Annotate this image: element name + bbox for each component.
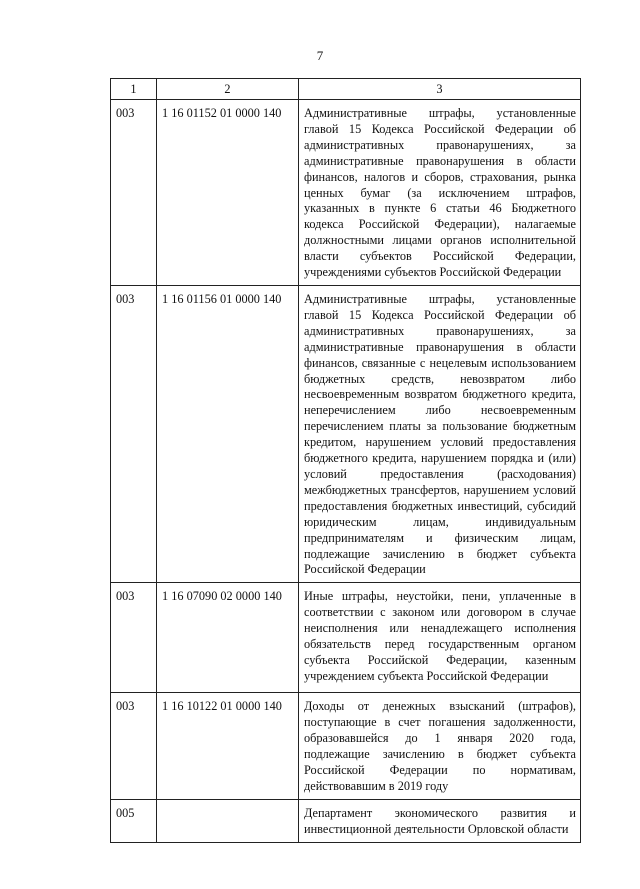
revenue-codes-table <box>110 78 581 843</box>
column-header-1: 1 <box>111 79 157 100</box>
budget-code-cell: 1 16 01156 01 0000 140 <box>157 286 299 583</box>
description-cell: Иные штрафы, неустойки, пени, уплаченные в соответствии с законом или договором в случае неисполнения или ненадлежащего исполнения обязательств перед государственным органом субъекта Российской Федерации, казенным учреждением субъекта Российской Федерации <box>299 583 581 693</box>
description-cell: Департамент экономического развития и инвестиционной деятельности Орловской области <box>299 799 581 842</box>
budget-code-cell: 1 16 07090 02 0000 140 <box>157 583 299 693</box>
budget-code-cell: 1 16 10122 01 0000 140 <box>157 693 299 799</box>
table-row <box>111 799 581 842</box>
admin-code-cell: 003 <box>111 583 157 693</box>
admin-code-cell: 003 <box>111 286 157 583</box>
description-cell: Доходы от денежных взысканий (штрафов), поступающие в счет погашения задолженности, образовавшейся до 1 января 2020 года, подлежащие зачислению в бюджет субъекта Российской Федерации по нормативам, действовавшим в 2019 году <box>299 693 581 799</box>
table-header-row <box>111 79 581 100</box>
budget-code-cell <box>157 799 299 842</box>
description-cell: Административные штрафы, установленные главой 15 Кодекса Российской Федерации об административных правонарушениях, за административные правонарушения в области финансов, связанные с нецелевым использованием бюджетных средств, невозвратом либо несвоевременным возвратом бюджетного кредита, неперечислением либо несвоевременным перечислением платы за пользование бюджетным кредитом, нарушением условий предоставления бюджетного кредита, нарушением порядка и (или) условий предоставления (расходования) межбюджетных трансфертов, нарушением условий предоставления бюджетных инвестиций, субсидий юридическим лицам, индивидуальным предпринимателям и физическим лицам, подлежащие зачислению в бюджет субъекта Российской Федерации <box>299 286 581 583</box>
column-header-2: 2 <box>157 79 299 100</box>
table-row <box>111 286 581 583</box>
page-number: 7 <box>316 48 324 63</box>
table-row <box>111 583 581 693</box>
column-header-3: 3 <box>299 79 581 100</box>
table-row <box>111 693 581 799</box>
admin-code-cell: 003 <box>111 693 157 799</box>
budget-code-cell: 1 16 01152 01 0000 140 <box>157 100 299 286</box>
table-row <box>111 100 581 286</box>
admin-code-cell: 003 <box>111 100 157 286</box>
description-cell: Административные штрафы, установленные главой 15 Кодекса Российской Федерации об административных правонарушениях, за административные правонарушения в области финансов, налогов и сборов, страхования, рынка ценных бумаг (за исключением штрафов, указанных в пункте 6 статьи 46 Бюджетного кодекса Российской Федерации), налагаемые должностными лицами органов исполнительной власти субъектов Российской Федерации, учреждениями субъектов Российской Федерации <box>299 100 581 286</box>
admin-code-cell: 005 <box>111 799 157 842</box>
